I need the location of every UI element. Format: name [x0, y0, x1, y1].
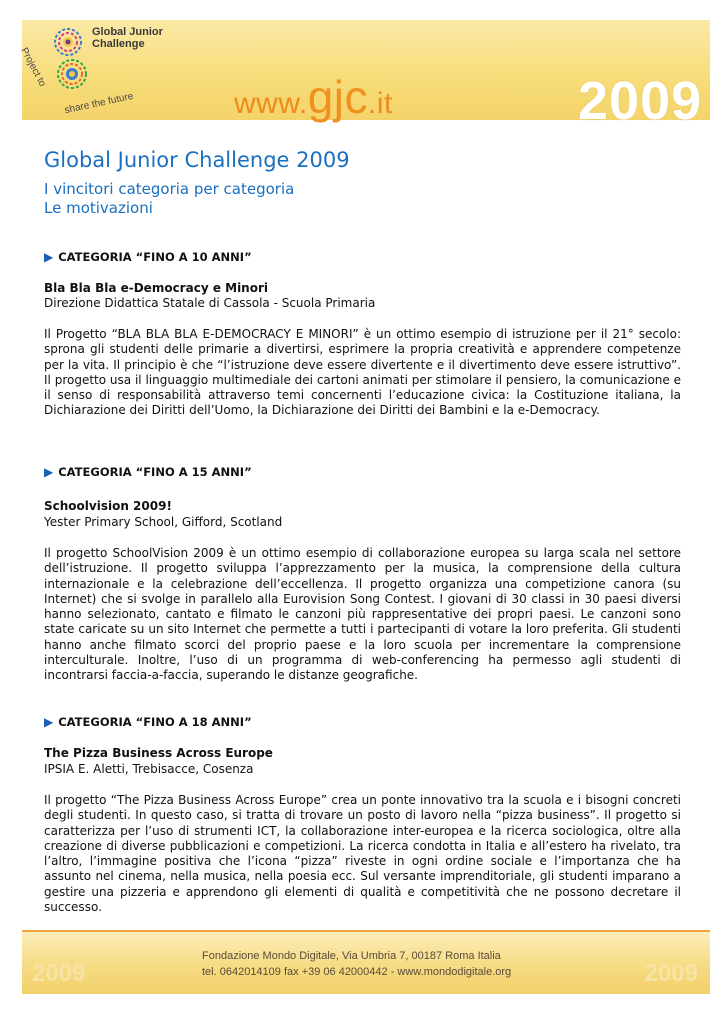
motivation-paragraph: Il progetto SchoolVision 2009 è un ottimo esempio di collaborazione europea su larga scala nel settore dell’istruzione. Il progetto sviluppa l’apprezzamento per la musica, la comprensione della cultura internazionale e la celebrazione dell’eccellenza. Il progetto organizza una competizione canora (su Internet) che si svolge in parallelo alla Eurovision Song Contest. I giovani di 30 classi in 30 paesi diversi hanno selezionato, cantato e filmato le canzoni più rappresentative dei propri paesi. Le canzoni sono state caricate su un sito Internet che permette a tutti i partecipanti di votare la loro preferita. Gli studenti hanno anche filmato scorci del proprio paese e la loro scuola per incrementare la comprensione interculturale. Inoltre, l’uso di un programma di web-conferencing ha permesso agli studenti di incontrarsi faccia-a-faccia, superando le distanze geografiche. — [44, 546, 681, 683]
footer-ghost-year-left: 2009 — [32, 960, 86, 987]
project-title: Bla Bla Bla e-Democracy e Minori — [44, 281, 269, 295]
slogan-part-b: share the future — [63, 90, 135, 117]
website-prefix: www. — [234, 87, 308, 120]
school-name: IPSIA E. Aletti, Trebisacce, Cosenza — [44, 762, 254, 776]
website-logo — [234, 70, 393, 124]
school-name: Yester Primary School, Gifford, Scotland — [44, 515, 283, 529]
category-heading — [44, 465, 252, 479]
header-banner — [18, 20, 710, 131]
footer-divider — [22, 930, 710, 932]
school-name: Direzione Didattica Statale di Cassola - Scuola Primaria — [44, 296, 376, 310]
category-heading — [44, 250, 252, 264]
motivation-paragraph: Il progetto “The Pizza Business Across Europe” crea un ponte innovativo tra la scuola e i bisogni concreti degli studenti. In questo caso, si tratta di trovare un posto di lavoro nella “pizza business”. Il progetto si caratterizza per l’uso di strumenti ICT, la collaborazione inter-europea e la ricerca sociologica, oltre alla creazione di diverse pubblicazioni e competizioni. La ricerca condotta in Italia e all’estero ha rivelato, tra l’altro, l’immagine positiva che l’icona “pizza” riveste in ogni ordine sociale e l’importanza che ha assunto nel cinema, nella musica, nella poesia ecc. Sul versante imprenditoriale, gli studenti imparano a gestire una pizzeria e apprendono gli elementi di qualità e competitività che ne possono decretare il successo. — [44, 793, 681, 915]
category-label: CATEGORIA “FINO A 15 ANNI” — [58, 465, 252, 479]
triangle-right-icon: ▶ — [44, 465, 54, 479]
footer-ghost-year-right: 2009 — [644, 960, 698, 987]
slogan-part-a: Project to — [18, 46, 48, 89]
website-main: gjc — [307, 71, 368, 123]
footer-address: Fondazione Mondo Digitale, Via Umbria 7, 00187 Roma Italia — [202, 950, 501, 962]
subtitle-motivations: Le motivazioni — [44, 199, 153, 217]
triangle-right-icon: ▶ — [44, 250, 54, 264]
footer-contacts: tel. 0642014109 fax +39 06 42000442 - www.mondodigitale.org — [202, 966, 512, 978]
gjc-logo-icon — [44, 24, 94, 96]
project-title: The Pizza Business Across Europe — [44, 746, 273, 760]
subtitle-winners: I vincitori categoria per categoria — [44, 180, 295, 198]
banner-year: 2009 — [578, 71, 703, 131]
page-title: Global Junior Challenge 2009 — [44, 148, 350, 172]
project-title: Schoolvision 2009! — [44, 499, 172, 513]
triangle-right-icon: ▶ — [44, 715, 54, 729]
footer-banner — [22, 930, 710, 994]
logo-title — [92, 26, 163, 50]
logo-line-1: Global Junior — [92, 26, 163, 38]
website-suffix: .it — [368, 87, 393, 120]
category-label: CATEGORIA “FINO A 10 ANNI” — [58, 250, 252, 264]
category-label: CATEGORIA “FINO A 18 ANNI” — [58, 715, 252, 729]
motivation-paragraph: Il Progetto “BLA BLA BLA E-DEMOCRACY E MINORI” è un ottimo esempio di istruzione per il 21° secolo: sprona gli studenti delle primarie a divertirsi, esprimere la propria creatività e apprendere competenze per la vita. Il principio è che “l’istruzione deve essere divertente e il divertimento deve essere istruttivo”. Il progetto usa il linguaggio multimediale dei cartoni animati per stimolare il pensiero, la comunicazione e il senso di responsabilità attraverso temi concernenti l’educazione civica: la Costituzione italiana, la Dichiarazione dei Diritti dell’Uomo, la Dichiarazione dei Diritti dei Bambini e la e-Democracy. — [44, 327, 681, 418]
category-heading — [44, 715, 252, 729]
logo-line-2: Challenge — [92, 38, 145, 50]
